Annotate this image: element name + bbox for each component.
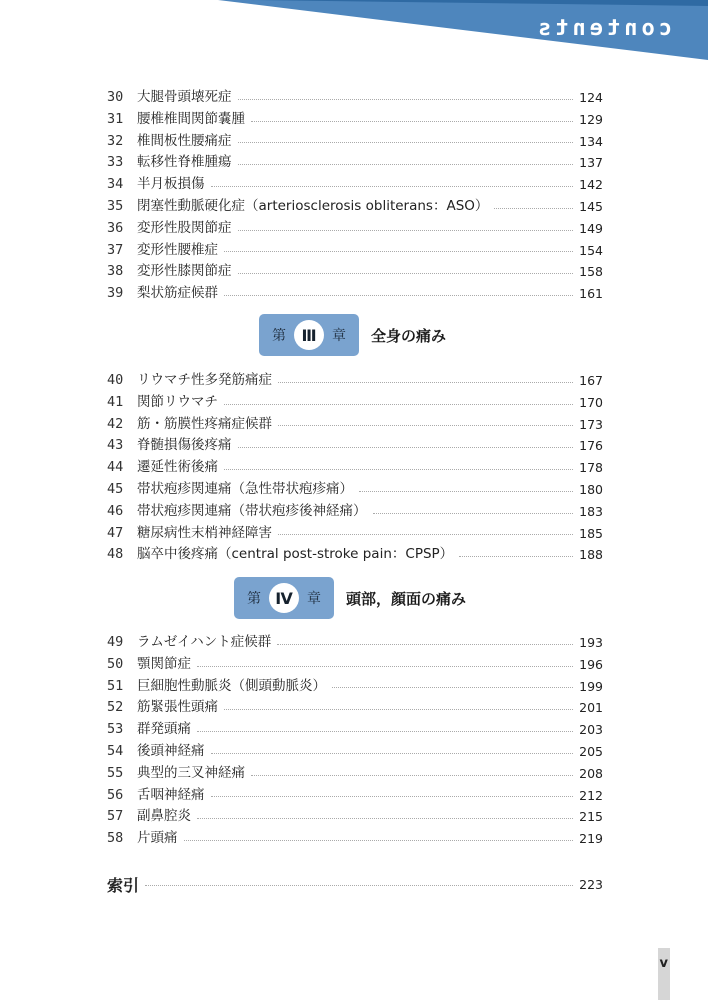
entry-page: 134: [579, 133, 603, 149]
toc-section-3: [107, 632, 603, 850]
entry-title: 筋・筋膜性疼痛症候群: [137, 415, 272, 432]
entry-number: 48: [107, 546, 124, 563]
toc-entry[interactable]: [107, 544, 603, 566]
entry-title: 後頭神経痛: [137, 742, 205, 759]
toc-section-2: [107, 370, 603, 566]
entry-page: 154: [579, 242, 603, 258]
toc-entry[interactable]: [107, 435, 603, 457]
entry-title: 顎関節症: [137, 655, 191, 672]
chapter-prefix: 第: [272, 328, 286, 344]
entry-title: 舌咽神経痛: [137, 786, 205, 803]
contents-banner-text: contents: [534, 16, 672, 41]
entry-title: 遷延性術後痛: [137, 459, 218, 476]
entry-number: 37: [107, 241, 124, 258]
entry-title: 椎間板性腰痛症: [137, 132, 232, 149]
dot-leader: [184, 839, 574, 841]
entry-number: 36: [107, 219, 124, 236]
entry-page: 167: [579, 373, 603, 388]
toc-entry[interactable]: [107, 763, 603, 785]
toc-entry[interactable]: [107, 240, 603, 262]
toc-entry[interactable]: [107, 457, 603, 479]
entry-title: 閉塞性動脈硬化症（arteriosclerosis obliterans：ASO）: [137, 197, 489, 214]
dot-leader: [332, 686, 573, 688]
entry-number: 42: [107, 415, 124, 432]
chapter-3-heading[interactable]: [259, 314, 446, 356]
entry-number: 47: [107, 524, 124, 541]
entry-title: 帯状疱疹関連痛（急性帯状疱疹痛）: [137, 480, 353, 497]
entry-number: 45: [107, 480, 124, 497]
entry-title: ラムゼイハント症候群: [137, 634, 272, 650]
entry-page: 188: [579, 547, 603, 563]
entry-page: 176: [579, 438, 603, 454]
entry-title: 変形性膝関節症: [137, 263, 232, 280]
chapter-title: 頭部，顔面の痛み: [346, 589, 467, 608]
dot-leader: [224, 250, 573, 252]
dot-leader: [238, 272, 574, 274]
entry-title: 巨細胞性動脈炎（側頭動脈炎）: [137, 677, 326, 694]
entry-page: 137: [579, 155, 603, 171]
chapter-numeral: Ⅲ: [294, 320, 324, 350]
entry-number: 41: [107, 393, 124, 410]
entry-page: 124: [579, 90, 603, 105]
entry-page: 196: [579, 656, 603, 672]
entry-title: 変形性股関節症: [137, 219, 232, 236]
chapter-prefix: 第: [247, 591, 261, 607]
entry-page: 149: [579, 220, 603, 236]
entry-page: 145: [579, 198, 603, 214]
toc-entry[interactable]: [107, 87, 603, 109]
dot-leader: [238, 163, 574, 165]
dot-leader: [278, 533, 573, 535]
entry-number: 56: [107, 786, 124, 803]
entry-number: 46: [107, 502, 124, 519]
toc-entry[interactable]: [107, 632, 603, 654]
toc-entry[interactable]: [107, 109, 603, 131]
dot-leader: [197, 817, 573, 819]
entry-number: 53: [107, 721, 124, 738]
entry-page: 178: [579, 460, 603, 476]
entry-page: 158: [579, 264, 603, 280]
entry-page: 170: [579, 394, 603, 410]
toc-entry[interactable]: [107, 523, 603, 545]
entry-title: 片頭痛: [137, 830, 178, 847]
entry-page: 205: [579, 743, 603, 759]
entry-title: 梨状筋症候群: [137, 285, 218, 302]
dot-leader: [359, 490, 573, 492]
toc-entry[interactable]: [107, 218, 603, 240]
entry-title: 大腿骨頭壊死症: [137, 89, 232, 105]
toc-entry[interactable]: [107, 697, 603, 719]
entry-title: 副鼻腔炎: [137, 808, 191, 825]
entry-page: 199: [579, 678, 603, 694]
page-number: v: [659, 956, 668, 971]
dot-leader: [251, 774, 573, 776]
chapter-badge: [259, 314, 359, 356]
entry-page: 142: [579, 177, 603, 193]
dot-leader: [238, 141, 574, 143]
dot-leader: [224, 468, 573, 470]
dot-leader: [373, 512, 574, 514]
toc-entry[interactable]: [107, 174, 603, 196]
toc-entry[interactable]: [107, 196, 603, 218]
toc-entry[interactable]: [107, 479, 603, 501]
entry-number: 44: [107, 459, 124, 476]
toc-entry[interactable]: [107, 152, 603, 174]
entry-number: 57: [107, 808, 124, 825]
toc-index-entry[interactable]: [107, 873, 603, 895]
entry-number: 32: [107, 132, 124, 149]
entry-page: 129: [579, 111, 603, 127]
entry-title: 変形性腰椎症: [137, 241, 218, 258]
entry-number: 31: [107, 110, 124, 127]
entry-number: 43: [107, 437, 124, 454]
dot-leader: [224, 403, 573, 405]
dot-leader: [211, 795, 574, 797]
entry-number: 35: [107, 197, 124, 214]
dot-leader: [224, 708, 573, 710]
toc-entry[interactable]: [107, 676, 603, 698]
toc-entry[interactable]: [107, 283, 603, 305]
entry-number: 52: [107, 699, 124, 716]
dot-leader: [238, 446, 574, 448]
toc-entry[interactable]: [107, 414, 603, 436]
dot-leader: [238, 229, 574, 231]
entry-page: 215: [579, 809, 603, 825]
toc-entry[interactable]: [107, 131, 603, 153]
entry-title: 脊髄損傷後疼痛: [137, 437, 232, 454]
entry-number: 40: [107, 372, 124, 388]
entry-page: 161: [579, 286, 603, 302]
toc-entry[interactable]: [107, 370, 603, 392]
entry-number: 34: [107, 176, 124, 193]
toc-entry[interactable]: [107, 501, 603, 523]
dot-leader: [238, 98, 574, 100]
dot-leader: [211, 752, 574, 754]
dot-leader: [224, 294, 573, 296]
entry-page: 180: [579, 481, 603, 497]
entry-page: 212: [579, 787, 603, 803]
entry-page: 203: [579, 722, 603, 738]
entry-title: 典型的三叉神経痛: [137, 764, 245, 781]
dot-leader: [277, 643, 573, 645]
chapter-numeral: Ⅳ: [269, 583, 299, 613]
entry-number: 33: [107, 154, 124, 171]
entry-page: 183: [579, 503, 603, 519]
chapter-4-heading[interactable]: [234, 577, 466, 619]
toc-entry[interactable]: [107, 806, 603, 828]
dot-leader: [251, 120, 573, 122]
toc-entry[interactable]: [107, 392, 603, 414]
chapter-badge: [234, 577, 334, 619]
entry-page: 201: [579, 700, 603, 716]
entry-page: 193: [579, 635, 603, 650]
dot-leader: [459, 555, 573, 557]
dot-leader: [197, 665, 573, 667]
entry-number: 50: [107, 655, 124, 672]
toc-section-1: [107, 87, 603, 305]
entry-title: 半月板損傷: [137, 176, 205, 193]
entry-title: リウマチ性多発筋痛症: [137, 372, 272, 388]
chapter-title: 全身の痛み: [371, 326, 447, 345]
entry-number: 39: [107, 285, 124, 302]
dot-leader: [494, 207, 573, 209]
entry-title: 筋緊張性頭痛: [137, 699, 218, 716]
entry-number: 30: [107, 89, 124, 105]
toc-entry[interactable]: [107, 261, 603, 283]
entry-title: 帯状疱疹関連痛（帯状疱疹後神経痛）: [137, 502, 367, 519]
entry-number: 55: [107, 764, 124, 781]
entry-title: 関節リウマチ: [137, 393, 218, 410]
entry-title: 転移性脊椎腫瘍: [137, 154, 232, 171]
index-title: 索引: [107, 875, 140, 895]
toc-entry[interactable]: [107, 719, 603, 741]
entry-title: 糖尿病性末梢神経障害: [137, 524, 272, 541]
entry-number: 54: [107, 742, 124, 759]
dot-leader: [278, 381, 573, 383]
chapter-suffix: 章: [307, 591, 321, 607]
entry-number: 51: [107, 677, 124, 694]
entry-page: 208: [579, 765, 603, 781]
dot-leader: [197, 730, 573, 732]
dot-leader: [278, 424, 573, 426]
entry-title: 腰椎椎間関節嚢腫: [137, 110, 245, 127]
toc-entry[interactable]: [107, 654, 603, 676]
entry-title: 群発頭痛: [137, 721, 191, 738]
chapter-suffix: 章: [332, 328, 346, 344]
entry-number: 38: [107, 263, 124, 280]
entry-number: 49: [107, 634, 124, 650]
entry-page: 219: [579, 831, 603, 847]
entry-page: 185: [579, 525, 603, 541]
entry-title: 脳卒中後疼痛（central post-stroke pain：CPSP）: [137, 546, 454, 563]
entry-page: 173: [579, 416, 603, 432]
entry-number: 58: [107, 830, 124, 847]
toc-entry[interactable]: [107, 785, 603, 807]
dot-leader: [145, 884, 573, 886]
toc-entry[interactable]: [107, 741, 603, 763]
toc-entry[interactable]: [107, 828, 603, 850]
index-page: 223: [579, 876, 603, 892]
dot-leader: [211, 185, 574, 187]
